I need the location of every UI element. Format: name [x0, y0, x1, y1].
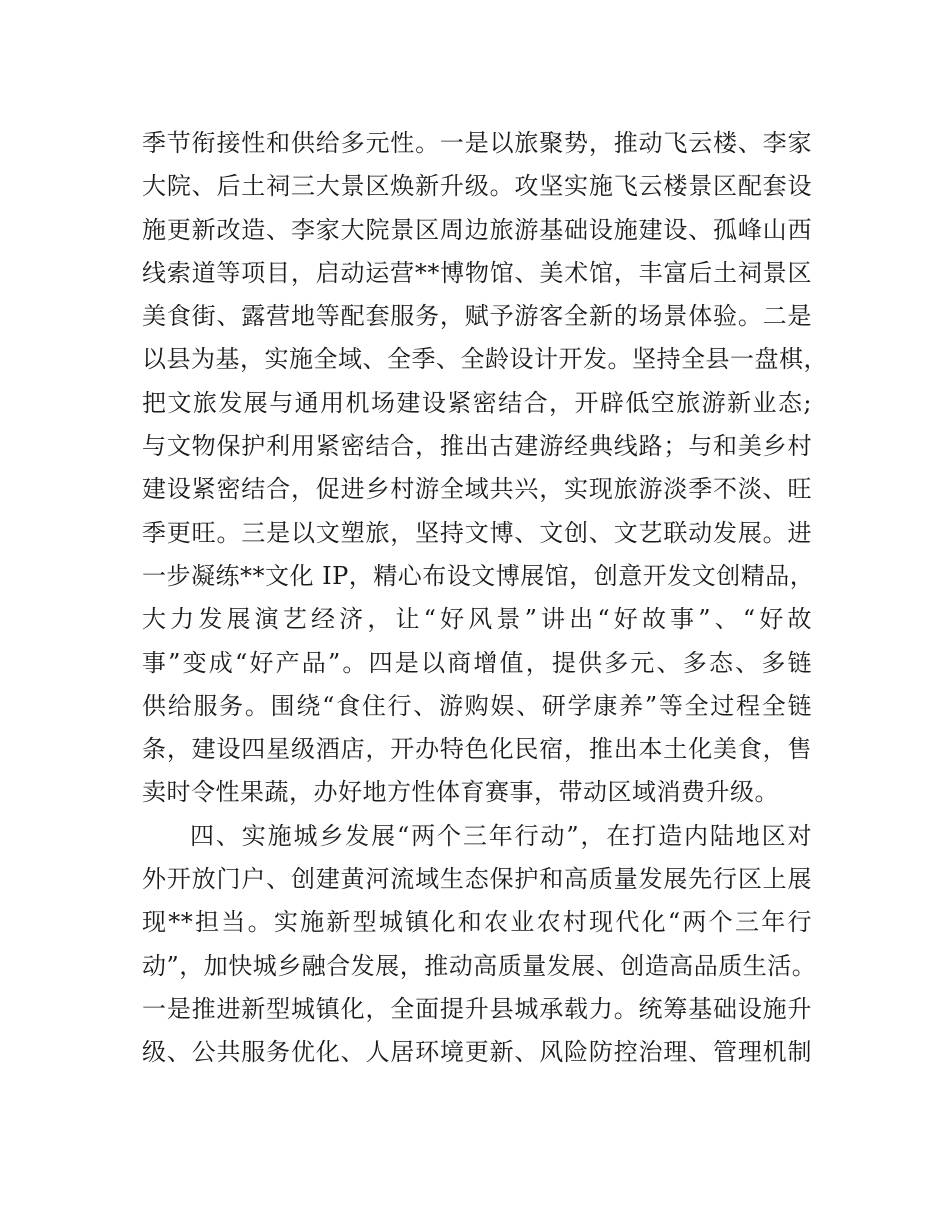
text-line: 季更旺。三是以文塑旅，坚持文博、文创、文艺联动发展。进 — [142, 518, 812, 547]
text-line: 供给服务。围绕“食住行、游购娱、研学康养”等全过程全链 — [142, 691, 812, 720]
text-line: 外开放门户、创建黄河流域生态保护和高质量发展先行区上展 — [142, 865, 812, 894]
paragraph-1 — [142, 122, 828, 815]
text-line: 动”，加快城乡融合发展，推动高质量发展、创造高品质生活。 — [142, 951, 817, 980]
text-line: 事”变成“好产品”。四是以商增值，提供多元、多态、多链 — [142, 648, 812, 677]
text-line: 大力发展演艺经济，让“好风景”讲出“好故事”、“好故 — [142, 605, 812, 634]
text-line: 以县为基，实施全域、全季、全龄设计开发。坚持全县一盘棋， — [142, 345, 828, 374]
text-line: 大院、后土祠三大景区焕新升级。攻坚实施飞云楼景区配套设 — [142, 172, 812, 201]
text-line: 建设紧密结合，促进乡村游全域共兴，实现旅游淡季不淡、旺 — [142, 475, 812, 504]
text-line: 线索道等项目，启动运营**博物馆、美术馆，丰富后土祠景区 — [142, 258, 812, 287]
text-line: 级、公共服务优化、人居环境更新、风险防控治理、管理机制 — [142, 1038, 812, 1067]
text-line: 季节衔接性和供给多元性。一是以旅聚势，推动飞云楼、李家 — [142, 129, 812, 157]
text-line: 一是推进新型城镇化，全面提升县城承载力。统筹基础设施升 — [142, 994, 812, 1023]
text-line: 一步凝练**文化 IP，精心布设文博展馆，创意开发文创精品， — [142, 561, 815, 590]
text-line: 卖时令性果蔬，办好地方性体育赛事，带动区域消费升级。 — [142, 778, 779, 807]
paragraph-2 — [142, 815, 817, 1075]
text-line: 美食街、露营地等配套服务，赋予游客全新的场景体验。二是 — [142, 302, 812, 331]
text-line: 条，建设四星级酒店，开办特色化民宿，推出本土化美食，售 — [142, 735, 812, 764]
document-body — [142, 122, 828, 1075]
text-line: 与文物保护利用紧密结合，推出古建游经典线路；与和美乡村 — [142, 432, 812, 461]
text-line: 施更新改造、李家大院景区周边旅游基础设施建设、孤峰山西 — [142, 215, 812, 244]
text-line: 把文旅发展与通用机场建设紧密结合，开辟低空旅游新业态; — [142, 388, 812, 417]
text-line: 四、实施城乡发展“两个三年行动”，在打造内陆地区对 — [190, 821, 812, 850]
text-line: 现**担当。实施新型城镇化和农业农村现代化“两个三年行 — [142, 908, 812, 937]
